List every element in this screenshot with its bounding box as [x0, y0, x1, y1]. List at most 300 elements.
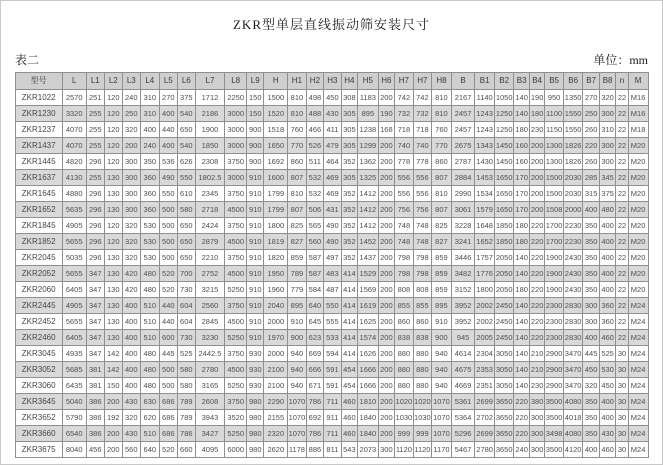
value-cell: 594 [324, 346, 341, 362]
value-cell: 460 [341, 410, 357, 426]
value-cell: M24 [628, 442, 648, 458]
table-row [15, 362, 648, 378]
value-cell: 880 [413, 346, 432, 362]
value-cell: 6405 [62, 330, 86, 346]
value-cell: 3520 [225, 410, 247, 426]
value-cell: 1100 [545, 106, 564, 122]
model-cell: ZKR1845 [15, 218, 62, 234]
value-cell: 3943 [195, 410, 225, 426]
value-cell: M24 [628, 346, 648, 362]
value-cell: 604 [178, 298, 195, 314]
value-cell: 308 [341, 90, 357, 106]
value-cell: 3650 [494, 394, 514, 410]
value-cell: 1826 [563, 138, 583, 154]
value-cell: 210 [529, 346, 544, 362]
value-cell: 200 [378, 362, 394, 378]
header-cell: H4 [341, 73, 357, 90]
value-cell: 296 [86, 154, 105, 170]
value-cell: 414 [341, 298, 357, 314]
value-cell: 3320 [62, 106, 86, 122]
value-cell: 1450 [494, 138, 514, 154]
value-cell: 3000 [225, 170, 247, 186]
value-cell: 3750 [225, 186, 247, 202]
value-cell: 4614 [451, 346, 475, 362]
value-cell: 2345 [195, 186, 225, 202]
value-cell: 530 [141, 250, 160, 266]
value-cell: 414 [341, 314, 357, 330]
value-cell: 347 [86, 266, 105, 282]
value-cell: 580 [178, 378, 195, 394]
page-title: ZKR型单层直线振动筛安装尺寸 [232, 17, 430, 32]
value-cell: 255 [86, 106, 105, 122]
value-cell: 360 [141, 170, 160, 186]
value-cell: 400 [583, 442, 599, 458]
value-cell: 140 [514, 266, 529, 282]
value-cell: 192 [105, 410, 122, 426]
value-cell: 520 [159, 442, 178, 458]
value-cell: 300 [122, 186, 141, 202]
value-cell: 3952 [451, 314, 475, 330]
value-cell: 400 [122, 362, 141, 378]
value-cell: 2752 [195, 266, 225, 282]
value-cell: 200 [378, 298, 394, 314]
value-cell: 2424 [195, 218, 225, 234]
value-cell: 756 [395, 202, 414, 218]
value-cell: 200 [378, 346, 394, 362]
value-cell: 770 [288, 138, 307, 154]
value-cell: 2845 [195, 314, 225, 330]
value-cell: 550 [159, 186, 178, 202]
value-cell: 1183 [358, 90, 379, 106]
value-cell: 2900 [545, 362, 564, 378]
value-cell: 200 [378, 202, 394, 218]
value-cell: 2167 [451, 90, 475, 106]
value-cell: 980 [247, 394, 264, 410]
value-cell: 1300 [545, 154, 564, 170]
value-cell: 305 [341, 122, 357, 138]
value-cell: 1412 [358, 218, 379, 234]
value-cell: 180 [514, 218, 529, 234]
value-cell: 827 [432, 234, 452, 250]
value-cell: 140 [514, 346, 529, 362]
value-cell: 200 [105, 394, 122, 410]
value-cell: 2000 [563, 202, 583, 218]
value-cell: M24 [628, 394, 648, 410]
value-cell: 2000 [264, 314, 288, 330]
value-cell: 200 [378, 426, 394, 442]
value-cell: 4500 [225, 234, 247, 250]
model-cell: ZKR3045 [15, 346, 62, 362]
model-cell: ZKR1445 [15, 154, 62, 170]
table-row [15, 106, 648, 122]
value-cell: 230 [529, 378, 544, 394]
value-cell: 270 [159, 90, 178, 106]
header-cell: H2 [306, 73, 323, 90]
value-cell: 1453 [475, 170, 495, 186]
value-cell: 786 [306, 426, 323, 442]
value-cell: 200 [378, 282, 394, 298]
table-row [15, 202, 648, 218]
value-cell: 500 [159, 218, 178, 234]
model-cell: ZKR3060 [15, 378, 62, 394]
value-cell: 296 [86, 250, 105, 266]
table-row [15, 426, 648, 442]
value-cell: 587 [306, 250, 323, 266]
value-cell: 400 [599, 410, 615, 426]
value-cell: 270 [583, 90, 599, 106]
value-cell: 30 [616, 410, 628, 426]
value-cell: 748 [413, 234, 432, 250]
value-cell: 5250 [225, 426, 247, 442]
table-meta-row [15, 51, 648, 68]
value-cell: 810 [288, 106, 307, 122]
value-cell: 352 [341, 186, 357, 202]
value-cell: 827 [288, 234, 307, 250]
value-cell: 130 [105, 202, 122, 218]
value-cell: 1960 [264, 282, 288, 298]
value-cell: 381 [86, 378, 105, 394]
value-cell: 880 [395, 378, 414, 394]
value-cell: 22 [616, 154, 628, 170]
value-cell: 220 [514, 394, 529, 410]
value-cell: 525 [599, 346, 615, 362]
value-cell: 623 [306, 330, 323, 346]
value-cell: 360 [599, 314, 615, 330]
value-cell: 940 [288, 378, 307, 394]
value-cell: 140 [514, 314, 529, 330]
value-cell: M24 [628, 378, 648, 394]
value-cell: 760 [432, 122, 452, 138]
value-cell: 645 [306, 314, 323, 330]
table-row [15, 298, 648, 314]
value-cell: 1820 [264, 250, 288, 266]
value-cell: 3500 [545, 410, 564, 426]
value-cell: 430 [599, 426, 615, 442]
value-cell: 859 [432, 282, 452, 298]
value-cell: 686 [159, 410, 178, 426]
value-cell: 483 [324, 266, 341, 282]
value-cell: 1030 [395, 410, 414, 426]
header-cell: B3 [514, 73, 529, 90]
table-row [15, 282, 648, 298]
value-cell: 230 [529, 122, 544, 138]
value-cell: 1666 [358, 378, 379, 394]
value-cell: 130 [105, 282, 122, 298]
value-cell: 320 [122, 218, 141, 234]
value-cell: 520 [159, 282, 178, 298]
value-cell: 150 [247, 90, 264, 106]
value-cell: 556 [395, 186, 414, 202]
value-cell: 620 [141, 410, 160, 426]
value-cell: 604 [178, 314, 195, 330]
value-cell: 930 [247, 346, 264, 362]
value-cell: 748 [395, 234, 414, 250]
value-cell: 860 [413, 314, 432, 330]
value-cell: 180 [514, 122, 529, 138]
value-cell: 3750 [225, 154, 247, 170]
value-cell: 400 [599, 250, 615, 266]
value-cell: 400 [583, 330, 599, 346]
model-cell: ZKR1652 [15, 202, 62, 218]
value-cell: 500 [159, 234, 178, 250]
value-cell: 1810 [358, 394, 379, 410]
value-cell: 730 [178, 282, 195, 298]
value-cell: 556 [413, 186, 432, 202]
value-cell: 900 [247, 122, 264, 138]
header-cell: L4 [141, 73, 160, 90]
value-cell: 1550 [563, 106, 583, 122]
value-cell: 940 [432, 378, 452, 394]
value-cell: 160 [514, 154, 529, 170]
value-cell: 375 [178, 90, 195, 106]
header-cell: H [264, 73, 288, 90]
value-cell: 740 [395, 138, 414, 154]
value-cell: 352 [341, 202, 357, 218]
value-cell: 1579 [475, 202, 495, 218]
table-row [15, 186, 648, 202]
value-cell: 526 [306, 138, 323, 154]
value-cell: 2457 [451, 106, 475, 122]
value-cell: 711 [324, 394, 341, 410]
value-cell: 350 [583, 218, 599, 234]
value-cell: 1692 [264, 154, 288, 170]
value-cell: 2699 [475, 394, 495, 410]
value-cell: 1170 [432, 442, 452, 458]
value-cell: 1362 [358, 154, 379, 170]
value-cell: 300 [583, 298, 599, 314]
value-cell: 140 [514, 362, 529, 378]
value-cell: 1950 [264, 266, 288, 282]
value-cell: 260 [583, 122, 599, 138]
value-cell: 140 [514, 90, 529, 106]
value-cell: 3165 [195, 378, 225, 394]
value-cell: 1070 [288, 394, 307, 410]
value-cell: 711 [324, 426, 341, 442]
value-cell: 200 [378, 186, 394, 202]
value-cell: 220 [529, 314, 544, 330]
value-cell: 3750 [225, 250, 247, 266]
value-cell: 3152 [451, 282, 475, 298]
value-cell: 300 [529, 426, 544, 442]
value-cell: 130 [105, 250, 122, 266]
value-cell: 1799 [264, 202, 288, 218]
value-cell: 6405 [62, 282, 86, 298]
value-cell: 22 [616, 170, 628, 186]
value-cell: 666 [306, 362, 323, 378]
value-cell: 180 [529, 106, 544, 122]
value-cell: 1850 [494, 218, 514, 234]
value-cell: 1238 [358, 122, 379, 138]
value-cell: 200 [529, 154, 544, 170]
value-cell: 3750 [225, 346, 247, 362]
header-cell: L6 [178, 73, 195, 90]
value-cell: 1650 [494, 186, 514, 202]
value-cell: 838 [413, 330, 432, 346]
value-cell: 200 [122, 138, 141, 154]
value-cell: 718 [413, 122, 432, 138]
value-cell: 530 [599, 362, 615, 378]
value-cell: M20 [628, 170, 648, 186]
value-cell: 1650 [494, 202, 514, 218]
value-cell: 2457 [451, 122, 475, 138]
value-cell: 5296 [451, 426, 475, 442]
value-cell: 400 [599, 394, 615, 410]
value-cell: 525 [178, 346, 195, 362]
value-cell: 168 [378, 122, 394, 138]
value-cell: 895 [358, 106, 379, 122]
value-cell: 2702 [475, 410, 495, 426]
value-cell: 4820 [62, 154, 86, 170]
model-header-cell: 型号 [15, 73, 62, 90]
value-cell: 2830 [563, 298, 583, 314]
value-cell: 910 [247, 202, 264, 218]
value-cell: 660 [178, 442, 195, 458]
value-cell: 3750 [225, 394, 247, 410]
value-cell: 811 [324, 442, 341, 458]
value-cell: 1325 [358, 170, 379, 186]
value-cell: 692 [306, 410, 323, 426]
value-cell: 352 [341, 154, 357, 170]
model-cell: ZKR1645 [15, 186, 62, 202]
model-cell: ZKR1237 [15, 122, 62, 138]
value-cell: 22 [616, 122, 628, 138]
value-cell: 2050 [494, 282, 514, 298]
value-cell: 440 [159, 314, 178, 330]
value-cell: 255 [86, 170, 105, 186]
value-cell: 430 [324, 106, 341, 122]
value-cell: 386 [86, 410, 105, 426]
value-cell: 4095 [195, 442, 225, 458]
value-cell: 587 [306, 266, 323, 282]
value-cell: 1508 [545, 202, 564, 218]
value-cell: 565 [306, 218, 323, 234]
value-cell: 950 [545, 90, 564, 106]
value-cell: 255 [86, 138, 105, 154]
value-cell: 260 [583, 154, 599, 170]
header-cell: H6 [378, 73, 394, 90]
value-cell: 2351 [475, 378, 495, 394]
value-cell: 880 [395, 362, 414, 378]
value-cell: 220 [529, 266, 544, 282]
value-cell: 3000 [225, 106, 247, 122]
value-cell: 200 [105, 426, 122, 442]
value-cell: 30 [616, 362, 628, 378]
value-cell: 1529 [358, 266, 379, 282]
value-cell: 1500 [545, 170, 564, 186]
value-cell: 556 [395, 170, 414, 186]
value-cell: 400 [122, 298, 141, 314]
value-cell: 1150 [545, 122, 564, 138]
value-cell: 1600 [264, 170, 288, 186]
value-cell: 296 [86, 202, 105, 218]
value-cell: 1712 [195, 90, 225, 106]
table-row [15, 138, 648, 154]
value-cell: 1757 [475, 250, 495, 266]
value-cell: 1343 [475, 138, 495, 154]
value-cell: 200 [378, 394, 394, 410]
value-cell: 556 [413, 170, 432, 186]
value-cell: 300 [122, 170, 141, 186]
value-cell: 910 [288, 314, 307, 330]
value-cell: 2030 [563, 186, 583, 202]
value-cell: 220 [529, 234, 544, 250]
value-cell: 810 [288, 90, 307, 106]
value-cell: 3050 [494, 378, 514, 394]
value-cell: 786 [306, 394, 323, 410]
value-cell: 30 [616, 394, 628, 410]
value-cell: 1243 [475, 122, 495, 138]
value-cell: 3050 [494, 346, 514, 362]
value-cell: 910 [247, 170, 264, 186]
value-cell: 5655 [62, 234, 86, 250]
value-cell: 1520 [264, 106, 288, 122]
value-cell: 420 [122, 266, 141, 282]
value-cell: 4905 [62, 218, 86, 234]
value-cell: 1900 [545, 250, 564, 266]
value-cell: 130 [105, 330, 122, 346]
value-cell: 296 [86, 186, 105, 202]
value-cell: 1070 [288, 426, 307, 442]
value-cell: 5655 [62, 266, 86, 282]
header-cell: B1 [475, 73, 495, 90]
value-cell: 910 [432, 314, 452, 330]
value-cell: 347 [86, 346, 105, 362]
value-cell: 300 [599, 154, 615, 170]
value-cell: 3061 [451, 202, 475, 218]
value-cell: M20 [628, 250, 648, 266]
value-cell: 1030 [413, 410, 432, 426]
value-cell: 3470 [563, 346, 583, 362]
value-cell: 142 [105, 346, 122, 362]
value-cell: 3500 [545, 394, 564, 410]
value-cell: 779 [288, 282, 307, 298]
header-cell: L1 [86, 73, 105, 90]
header-cell: B7 [583, 73, 599, 90]
value-cell: 4675 [451, 362, 475, 378]
value-cell: 1412 [358, 202, 379, 218]
value-cell: 400 [122, 378, 141, 394]
value-cell: 469 [324, 170, 341, 186]
value-cell: 860 [395, 314, 414, 330]
value-cell: 315 [583, 186, 599, 202]
value-cell: 22 [616, 234, 628, 250]
value-cell: 350 [583, 282, 599, 298]
value-cell: 1550 [563, 122, 583, 138]
value-cell: 2787 [451, 154, 475, 170]
value-cell: 1800 [264, 218, 288, 234]
value-cell: 580 [178, 362, 195, 378]
value-cell: 2990 [451, 186, 475, 202]
value-cell: 1437 [358, 250, 379, 266]
value-cell: 120 [105, 154, 122, 170]
value-cell: 140 [514, 250, 529, 266]
value-cell: M20 [628, 234, 648, 250]
value-cell: 2430 [563, 266, 583, 282]
value-cell: 210 [529, 362, 544, 378]
value-cell: 1650 [264, 138, 288, 154]
value-cell: 855 [395, 298, 414, 314]
value-cell: 2230 [563, 218, 583, 234]
value-cell: 220 [529, 330, 544, 346]
value-cell: 130 [105, 298, 122, 314]
value-cell: 2570 [62, 90, 86, 106]
model-cell: ZKR3675 [15, 442, 62, 458]
value-cell: 456 [86, 442, 105, 458]
value-cell: 778 [395, 154, 414, 170]
value-cell: 5361 [451, 394, 475, 410]
value-cell: 480 [141, 266, 160, 282]
value-cell: 1569 [358, 282, 379, 298]
